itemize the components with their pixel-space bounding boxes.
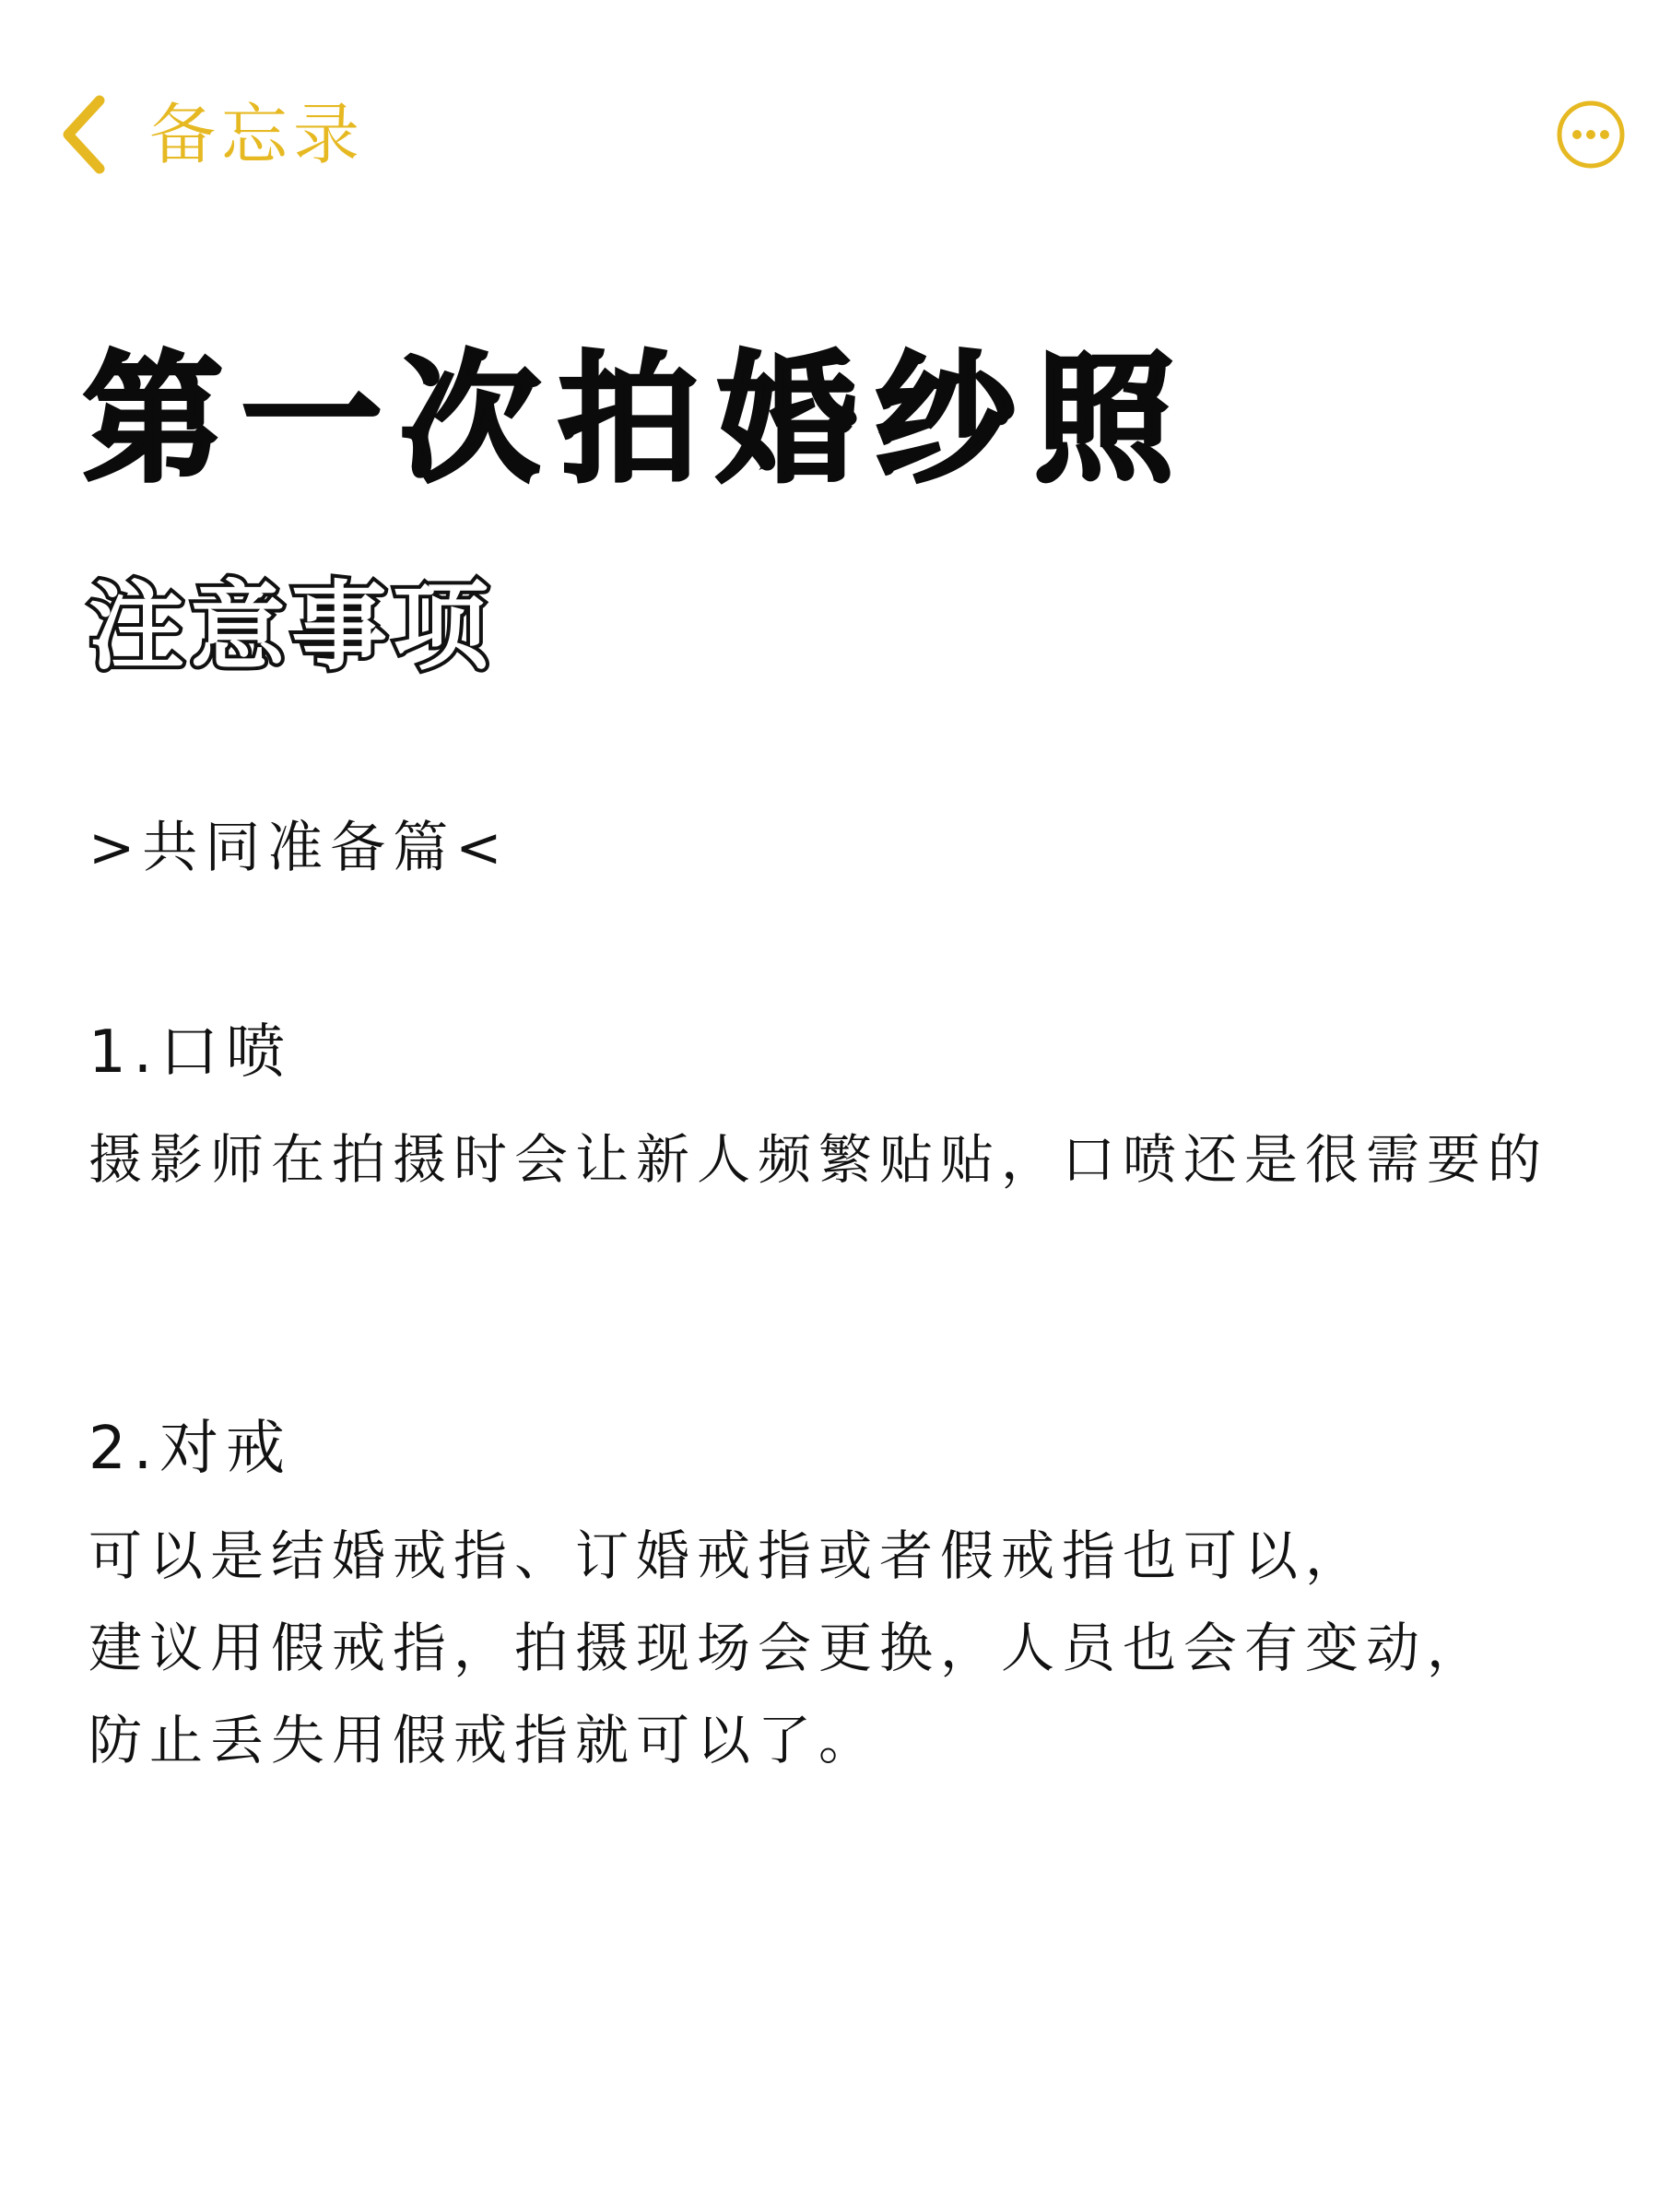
item-text-line: 摄影师在拍摄时会让新人频繁贴贴，口喷还是很需要的 [88,1128,1549,1191]
note-item [88,1415,1600,1786]
back-button[interactable] [57,88,365,181]
note-title: 第一次拍婚纱照 [83,338,1193,501]
note-subtitle: 注意事项 [88,571,495,683]
back-label: 备忘录 [149,96,366,173]
item-text-line: 防止丢失用假戒指就可以了。 [88,1709,880,1771]
chevron-left-icon [57,93,109,176]
note-item [88,1018,1600,1206]
item-text-line: 可以是结婚戒指、订婚戒指或者假戒指也可以， [88,1524,1367,1587]
more-options-button[interactable] [1556,100,1626,170]
section-heading: >共同准备篇< [88,816,510,880]
more-horizontal-circle-icon [1556,100,1626,170]
item-text-line: 建议用假戒指，拍摄现场会更换，人员也会有变动， [88,1617,1488,1679]
item-heading: 2.对戒 [88,1415,293,1483]
item-heading: 1.口喷 [88,1018,293,1087]
note-content[interactable] [83,338,1594,1771]
navigation-bar [0,0,1659,276]
